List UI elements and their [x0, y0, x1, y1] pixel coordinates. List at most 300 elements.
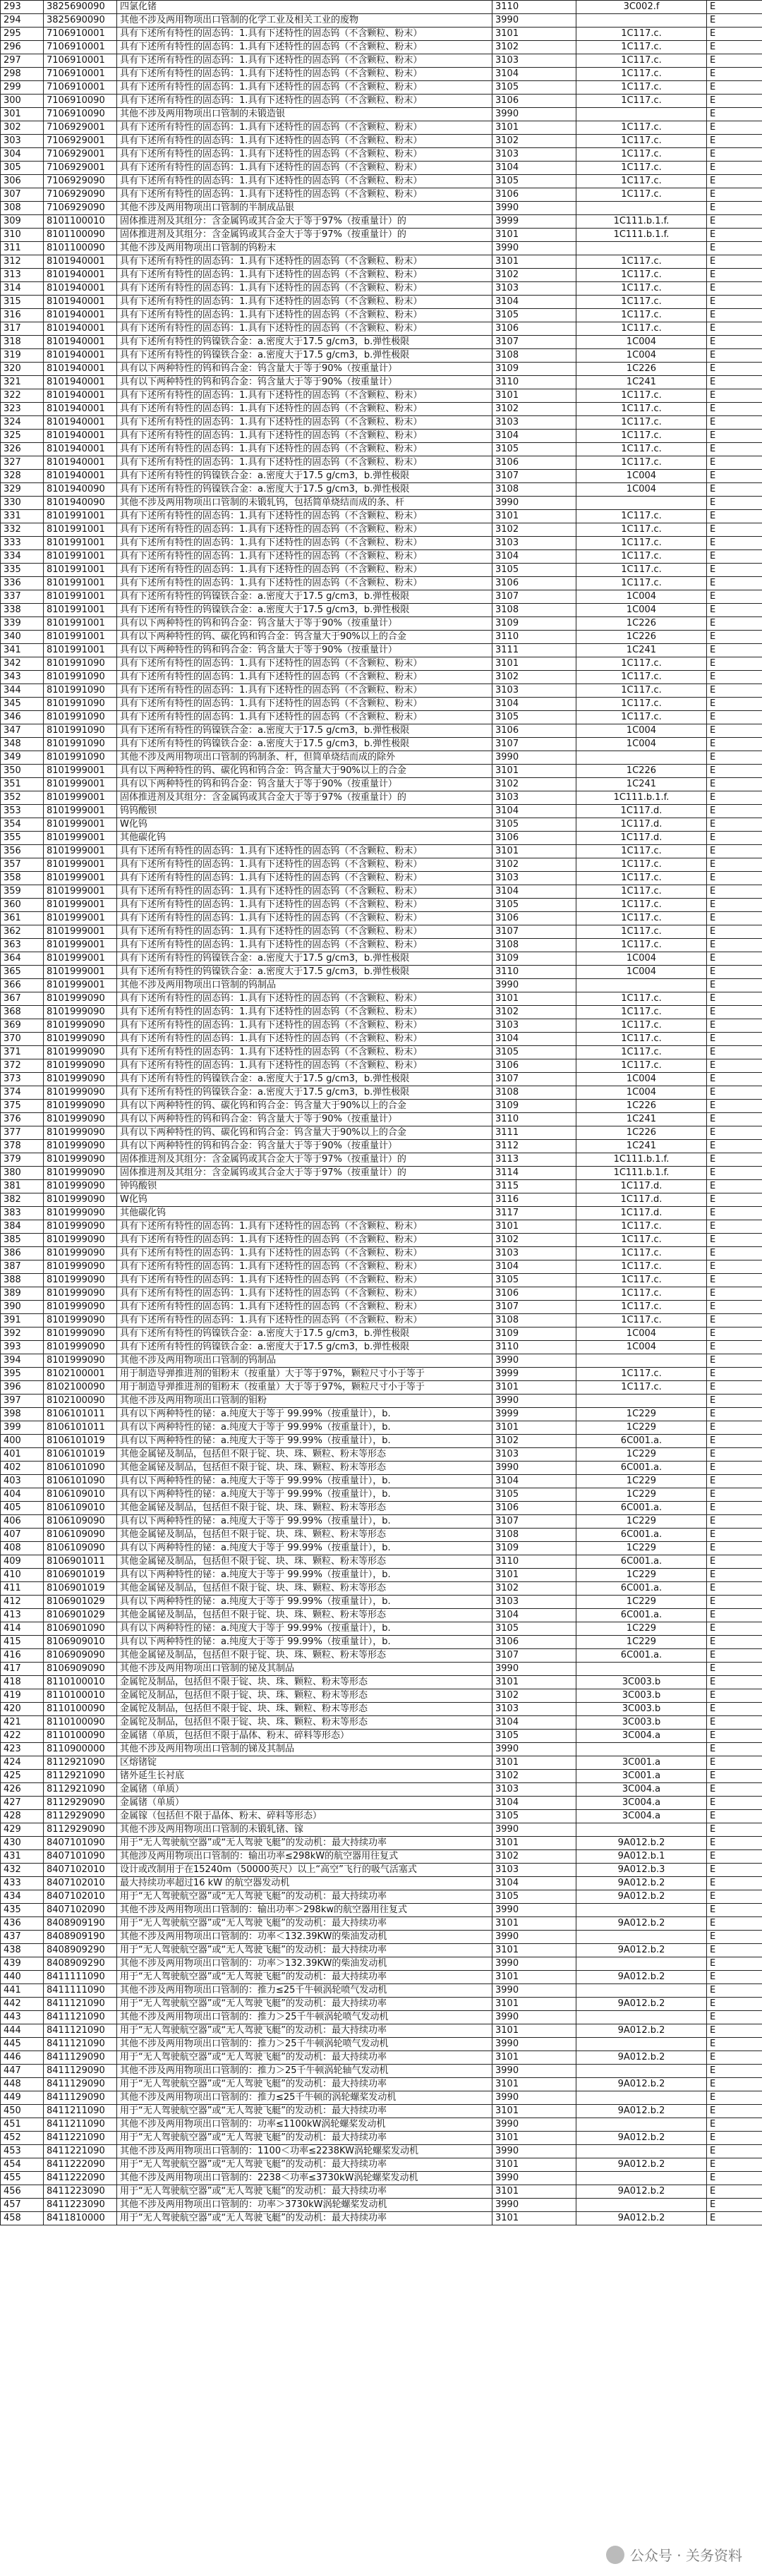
item-description: 具有下述所有特性的固态钨：1.具有下述特性的固态钨（不含颗粒、粉末） [117, 577, 492, 590]
category-code: 3103 [492, 54, 576, 68]
table-row [1, 456, 762, 470]
control-list-number: 1C004 [576, 336, 707, 349]
row-number: 409 [1, 1555, 44, 1569]
table-row [1, 1, 762, 14]
status-code: E [707, 121, 762, 135]
row-number: 456 [1, 2185, 44, 2199]
status-code: E [707, 1462, 762, 1475]
category-code: 3106 [492, 322, 576, 336]
hs-code: 8101999001 [44, 912, 117, 925]
table-row [1, 2145, 762, 2158]
row-number: 415 [1, 1636, 44, 1649]
table-row [1, 2078, 762, 2091]
table-row [1, 1408, 762, 1421]
status-code: E [707, 2078, 762, 2091]
hs-code: 8411129090 [44, 2051, 117, 2065]
status-code: E [707, 2158, 762, 2172]
category-code: 3103 [492, 791, 576, 805]
table-row [1, 1220, 762, 1234]
item-description: 用于制造导弹推进剂的钼粉末（按重量）大于等于97%，颗粒尺寸小于等于 [117, 1381, 492, 1395]
status-code: E [707, 1153, 762, 1167]
item-description: 具有以下两种特性的钨和钨合金：钨含量大于等于90%（按重量计） [117, 778, 492, 791]
item-description: 具有下述所有特性的钨镍铁合金：a.密度大于17.5 g/cm3，b.弹性极限 [117, 604, 492, 617]
status-code: E [707, 1113, 762, 1126]
status-code: E [707, 1716, 762, 1730]
status-code: E [707, 296, 762, 309]
control-list-number: 1C117.d. [576, 832, 707, 845]
control-list-number: 1C117.c. [576, 1381, 707, 1395]
row-number: 421 [1, 1716, 44, 1730]
item-description: 具有以下两种特性的铋：a.纯度大于等于 99.99%（按重量计），b. [117, 1596, 492, 1609]
hs-code: 8101940001 [44, 363, 117, 376]
status-code: E [707, 282, 762, 296]
item-description: 具有下述所有特性的固态钨：1.具有下述特性的固态钨（不含颗粒、粉末） [117, 282, 492, 296]
table-row [1, 2212, 762, 2225]
category-code: 3107 [492, 738, 576, 751]
item-description: 其他不涉及两用物项出口管制的：功率≤1100kW涡轮螺桨发动机 [117, 2118, 492, 2132]
table-row [1, 1354, 762, 1368]
hs-code: 8411221090 [44, 2132, 117, 2145]
status-code: E [707, 1823, 762, 1837]
table-row [1, 14, 762, 28]
status-code: E [707, 1086, 762, 1100]
control-list-number: 1C117.d. [576, 1180, 707, 1193]
hs-code: 8411222090 [44, 2172, 117, 2185]
item-description: 用于“无人驾驶航空器”或“无人驾驶飞艇”的发动机：最大持续功率 [117, 1944, 492, 1957]
control-list-number [576, 1823, 707, 1837]
hs-code: 8101999090 [44, 1180, 117, 1193]
status-code: E [707, 1984, 762, 1998]
item-description: 具有以下两种特性的钨、碳化钨和钨合金：钨含量大于90%以上的合金 [117, 765, 492, 778]
hs-code: 8101940001 [44, 269, 117, 282]
status-code: E [707, 1354, 762, 1368]
table-row [1, 617, 762, 631]
hs-code: 7106910090 [44, 95, 117, 108]
category-code: 3103 [492, 1864, 576, 1877]
hs-code: 8411121090 [44, 2024, 117, 2038]
category-code: 3101 [492, 657, 576, 671]
category-code: 3113 [492, 1153, 576, 1167]
category-code: 3105 [492, 564, 576, 577]
category-code: 3990 [492, 1957, 576, 1971]
table-row [1, 2132, 762, 2145]
hs-code: 8106109010 [44, 1502, 117, 1515]
row-number: 405 [1, 1502, 44, 1515]
control-list-number: 1C004 [576, 966, 707, 979]
item-description: 具有以下两种特性的钨、碳化钨和钨合金：钨含量大于90%以上的合金 [117, 1126, 492, 1140]
status-code: E [707, 1180, 762, 1193]
item-description: 具有下述所有特性的固态钨：1.具有下述特性的固态钨（不含颗粒、粉末） [117, 95, 492, 108]
item-description: 其他不涉及两用物项出口管制的：推力＞25千牛顿涡轮喷气发动机 [117, 2038, 492, 2051]
category-code: 3111 [492, 644, 576, 657]
control-list-number: 1C117.c. [576, 282, 707, 296]
row-number: 393 [1, 1341, 44, 1354]
status-code: E [707, 1864, 762, 1877]
status-code: E [707, 1421, 762, 1435]
status-code: E [707, 738, 762, 751]
item-description: 其他金属铋及制品，包括但不限于锭、块、珠、颗粒、粉末等形态 [117, 1529, 492, 1542]
status-code: E [707, 1756, 762, 1770]
control-list-number: 1C117.c. [576, 550, 707, 564]
row-number: 379 [1, 1153, 44, 1167]
table-row [1, 1448, 762, 1462]
hs-code: 8101999001 [44, 979, 117, 992]
row-number: 391 [1, 1314, 44, 1328]
table-row [1, 698, 762, 711]
row-number: 445 [1, 2038, 44, 2051]
category-code: 3106 [492, 912, 576, 925]
item-description: 具有下述所有特性的钨镍铁合金：a.密度大于17.5 g/cm3，b.弹性极限 [117, 952, 492, 966]
category-code: 3106 [492, 1636, 576, 1649]
control-list-number: 3C001.a [576, 1770, 707, 1783]
row-number: 441 [1, 1984, 44, 1998]
hs-code: 8110100090 [44, 1730, 117, 1743]
table-row [1, 1756, 762, 1770]
item-description: 具有以下两种特性的钨和钨合金：钨含量大于等于90%（按重量计） [117, 363, 492, 376]
hs-code: 8101100090 [44, 229, 117, 242]
item-description: 具有下述所有特性的固态钨：1.具有下述特性的固态钨（不含颗粒、粉末） [117, 939, 492, 952]
row-number: 431 [1, 1850, 44, 1864]
table-row [1, 443, 762, 456]
row-number: 305 [1, 162, 44, 175]
table-row [1, 1877, 762, 1890]
table-row [1, 711, 762, 724]
category-code: 3110 [492, 1555, 576, 1569]
control-list-number: 1C117.c. [576, 537, 707, 550]
row-number: 317 [1, 322, 44, 336]
control-list-number: 1C241 [576, 778, 707, 791]
row-number: 303 [1, 135, 44, 148]
control-list-number: 1C117.c. [576, 41, 707, 54]
status-code: E [707, 1234, 762, 1247]
row-number: 383 [1, 1207, 44, 1220]
row-number: 354 [1, 818, 44, 832]
table-row [1, 1153, 762, 1167]
category-code: 3107 [492, 1073, 576, 1086]
row-number: 369 [1, 1019, 44, 1033]
hs-code: 7106929090 [44, 175, 117, 188]
status-code: E [707, 41, 762, 54]
row-number: 311 [1, 242, 44, 255]
table-row [1, 1529, 762, 1542]
item-description: 具有下述所有特性的固态钨：1.具有下述特性的固态钨（不含颗粒、粉末） [117, 550, 492, 564]
category-code: 3990 [492, 14, 576, 28]
hs-code: 8101999090 [44, 1260, 117, 1274]
table-row [1, 1797, 762, 1810]
category-code: 3108 [492, 1314, 576, 1328]
item-description: 具有下述所有特性的固态钨：1.具有下述特性的固态钨（不含颗粒、粉末） [117, 403, 492, 416]
row-number: 325 [1, 430, 44, 443]
hs-code: 8101991001 [44, 617, 117, 631]
row-number: 362 [1, 925, 44, 939]
table-row [1, 2199, 762, 2212]
control-list-number: 3C004.a [576, 1783, 707, 1797]
category-code: 3990 [492, 108, 576, 121]
row-number: 359 [1, 885, 44, 899]
row-number: 314 [1, 282, 44, 296]
status-code: E [707, 14, 762, 28]
status-code: E [707, 2091, 762, 2105]
table-row [1, 1555, 762, 1569]
item-description: 具有下述所有特性的固态钨：1.具有下述特性的固态钨（不含颗粒、粉末） [117, 188, 492, 202]
hs-code: 8101940001 [44, 296, 117, 309]
category-code: 3102 [492, 858, 576, 872]
control-list-number: 1C117.c. [576, 135, 707, 148]
control-list-number: 1C111.b.1.f. [576, 229, 707, 242]
row-number: 400 [1, 1435, 44, 1448]
control-list-number [576, 2172, 707, 2185]
item-description: 具有下述所有特性的固态钨：1.具有下述特性的固态钨（不含颗粒、粉末） [117, 1019, 492, 1033]
control-list-number: 1C117.c. [576, 456, 707, 470]
category-code: 3107 [492, 470, 576, 483]
control-list-number: 1C117.c. [576, 1314, 707, 1328]
category-code: 3990 [492, 1395, 576, 1408]
hs-code: 8112921090 [44, 1783, 117, 1797]
hs-code: 8101999001 [44, 939, 117, 952]
hs-code: 8101991001 [44, 631, 117, 644]
hs-code: 8101940001 [44, 322, 117, 336]
control-list-number: 3C001.a [576, 1756, 707, 1770]
category-code: 3110 [492, 1341, 576, 1354]
row-number: 420 [1, 1703, 44, 1716]
item-description: 其他不涉及两用物项出口管制的未锻轧锗、镓 [117, 1823, 492, 1837]
control-list-number: 1C229 [576, 1421, 707, 1435]
control-list-number: 1C117.c. [576, 1368, 707, 1381]
category-code: 3101 [492, 255, 576, 269]
control-list-number: 1C117.c. [576, 510, 707, 523]
item-description: 其他不涉及两用物项出口管制的钨制品 [117, 1354, 492, 1368]
row-number: 404 [1, 1488, 44, 1502]
status-code: E [707, 1408, 762, 1421]
hs-code: 8112921090 [44, 1756, 117, 1770]
status-code: E [707, 1328, 762, 1341]
control-list-number: 1C117.c. [576, 1059, 707, 1073]
category-code: 3990 [492, 2011, 576, 2024]
row-number: 353 [1, 805, 44, 818]
row-number: 315 [1, 296, 44, 309]
row-number: 340 [1, 631, 44, 644]
control-list-number: 6C001.a. [576, 1529, 707, 1542]
row-number: 364 [1, 952, 44, 966]
item-description: 具有以下两种特性的铋：a.纯度大于等于 99.99%（按重量计），b. [117, 1421, 492, 1435]
status-code: E [707, 1890, 762, 1904]
hs-code: 8411221090 [44, 2145, 117, 2158]
row-number: 345 [1, 698, 44, 711]
status-code: E [707, 403, 762, 416]
category-code: 3106 [492, 724, 576, 738]
category-code: 3104 [492, 698, 576, 711]
control-list-number: 1C111.b.1.f. [576, 791, 707, 805]
category-code: 3105 [492, 81, 576, 95]
category-code: 3105 [492, 443, 576, 456]
item-description: 具有下述所有特性的固态钨：1.具有下述特性的固态钨（不含颗粒、粉末） [117, 1301, 492, 1314]
row-number: 376 [1, 1113, 44, 1126]
table-row [1, 992, 762, 1006]
hs-code: 8101991090 [44, 657, 117, 671]
category-code: 3106 [492, 1502, 576, 1515]
table-row [1, 1931, 762, 1944]
status-code: E [707, 818, 762, 832]
status-code: E [707, 698, 762, 711]
table-row [1, 202, 762, 215]
status-code: E [707, 1019, 762, 1033]
hs-code: 8101999090 [44, 1046, 117, 1059]
status-code: E [707, 1649, 762, 1663]
hs-code: 8101999001 [44, 899, 117, 912]
row-number: 368 [1, 1006, 44, 1019]
control-list-number: 1C117.c. [576, 1247, 707, 1260]
hs-code: 7106910001 [44, 54, 117, 68]
category-code: 3105 [492, 1730, 576, 1743]
category-code: 3105 [492, 1810, 576, 1823]
hs-code: 8101999090 [44, 1100, 117, 1113]
row-number: 338 [1, 604, 44, 617]
status-code: E [707, 1167, 762, 1180]
table-row [1, 121, 762, 135]
hs-code: 8101991001 [44, 510, 117, 523]
row-number: 411 [1, 1582, 44, 1596]
row-number: 432 [1, 1864, 44, 1877]
control-list-number [576, 1904, 707, 1917]
hs-code: 8408909190 [44, 1931, 117, 1944]
status-code: E [707, 1, 762, 14]
hs-code: 8110100090 [44, 1716, 117, 1730]
control-list-number: 9A012.b.2 [576, 1971, 707, 1984]
row-number: 313 [1, 269, 44, 282]
row-number: 422 [1, 1730, 44, 1743]
control-list-number: 1C117.d. [576, 818, 707, 832]
item-description: 其他不涉及两用物项出口管制的：推力≤25千牛顿的涡轮螺桨发动机 [117, 2091, 492, 2105]
status-code: E [707, 1502, 762, 1515]
item-description: 用于“无人驾驶航空器”或“无人驾驶飞艇”的发动机：最大持续功率 [117, 1890, 492, 1904]
control-list-number: 1C117.c. [576, 1301, 707, 1314]
row-number: 375 [1, 1100, 44, 1113]
hs-code: 8411129090 [44, 2078, 117, 2091]
hs-code: 3825690090 [44, 14, 117, 28]
status-code: E [707, 1569, 762, 1582]
item-description: 具有下述所有特性的固态钨：1.具有下述特性的固态钨（不含颗粒、粉末） [117, 54, 492, 68]
category-code: 3101 [492, 2105, 576, 2118]
category-code: 3105 [492, 818, 576, 832]
row-number: 312 [1, 255, 44, 269]
table-row [1, 1113, 762, 1126]
status-code: E [707, 255, 762, 269]
status-code: E [707, 1783, 762, 1797]
control-list-number: 1C004 [576, 1328, 707, 1341]
table-row [1, 1260, 762, 1274]
table-row [1, 1636, 762, 1649]
control-list-number: 1C229 [576, 1448, 707, 1462]
row-number: 344 [1, 684, 44, 698]
category-code: 3104 [492, 805, 576, 818]
table-row [1, 1850, 762, 1864]
item-description: 具有下述所有特性的固态钨：1.具有下述特性的固态钨（不含颗粒、粉末） [117, 684, 492, 698]
category-code: 3104 [492, 296, 576, 309]
hs-code: 8407101090 [44, 1850, 117, 1864]
item-description: 具有下述所有特性的固态钨：1.具有下述特性的固态钨（不含颗粒、粉末） [117, 148, 492, 162]
category-code: 3107 [492, 1649, 576, 1663]
category-code: 3999 [492, 1408, 576, 1421]
table-row [1, 148, 762, 162]
table-row [1, 832, 762, 845]
category-code: 3105 [492, 1890, 576, 1904]
category-code: 3108 [492, 939, 576, 952]
item-description: 具有下述所有特性的钨镍铁合金：a.密度大于17.5 g/cm3，b.弹性极限 [117, 1073, 492, 1086]
row-number: 332 [1, 523, 44, 537]
item-description: 具有下述所有特性的固态钨：1.具有下述特性的固态钨（不含颗粒、粉末） [117, 912, 492, 925]
table-row [1, 1622, 762, 1636]
item-description: W化钨 [117, 818, 492, 832]
hs-code: 8101999001 [44, 845, 117, 858]
table-row [1, 1193, 762, 1207]
item-description: 其他不涉及两用物项出口管制的铋及其制品 [117, 1663, 492, 1676]
category-code: 3102 [492, 1435, 576, 1448]
row-number: 301 [1, 108, 44, 121]
row-number: 310 [1, 229, 44, 242]
category-code: 3101 [492, 1944, 576, 1957]
item-description: 具有下述所有特性的固态钨：1.具有下述特性的固态钨（不含颗粒、粉末） [117, 309, 492, 322]
hs-code: 8106101011 [44, 1421, 117, 1435]
item-description: 其他不涉及两用物项出口管制的未锻造银 [117, 108, 492, 121]
hs-code: 8101991001 [44, 590, 117, 604]
row-number: 296 [1, 41, 44, 54]
table-row [1, 724, 762, 738]
table-row [1, 1019, 762, 1033]
item-description: 具有下述所有特性的固态钨：1.具有下述特性的固态钨（不含颗粒、粉末） [117, 1059, 492, 1073]
category-code: 3103 [492, 1703, 576, 1716]
table-row [1, 1140, 762, 1153]
hs-code: 8101100090 [44, 242, 117, 255]
row-number: 361 [1, 912, 44, 925]
table-row [1, 631, 762, 644]
category-code: 3103 [492, 1596, 576, 1609]
table-row [1, 1328, 762, 1341]
item-description: 设计或改制用于在15240m（50000英尺）以上“高空”飞行的吸气活塞式 [117, 1864, 492, 1877]
status-code: E [707, 765, 762, 778]
hs-code: 8101999001 [44, 952, 117, 966]
row-number: 331 [1, 510, 44, 523]
table-row [1, 403, 762, 416]
hs-code: 8101999090 [44, 1314, 117, 1328]
hs-code: 7106929001 [44, 135, 117, 148]
status-code: E [707, 309, 762, 322]
category-code: 3101 [492, 229, 576, 242]
item-description: 金属锗（单质） [117, 1797, 492, 1810]
table-row [1, 2172, 762, 2185]
hs-code: 8106101090 [44, 1475, 117, 1488]
control-list-number: 1C004 [576, 470, 707, 483]
status-code: E [707, 1917, 762, 1931]
row-number: 395 [1, 1368, 44, 1381]
table-row [1, 336, 762, 349]
category-code: 3105 [492, 1622, 576, 1636]
category-code: 3101 [492, 1837, 576, 1850]
table-row [1, 1730, 762, 1743]
status-code: E [707, 483, 762, 497]
status-code: E [707, 1220, 762, 1234]
category-code: 3101 [492, 1998, 576, 2011]
item-description: 用于“无人驾驶航空器”或“无人驾驶飞艇”的发动机：最大持续功率 [117, 2212, 492, 2225]
table-row [1, 1716, 762, 1730]
control-list-number: 1C117.c. [576, 1046, 707, 1059]
control-list-number: 3C003.b [576, 1689, 707, 1703]
control-list-number: 1C241 [576, 644, 707, 657]
row-number: 454 [1, 2158, 44, 2172]
control-list-number [576, 2091, 707, 2105]
row-number: 450 [1, 2105, 44, 2118]
hs-code: 8101991090 [44, 671, 117, 684]
hs-code: 8407102010 [44, 1890, 117, 1904]
